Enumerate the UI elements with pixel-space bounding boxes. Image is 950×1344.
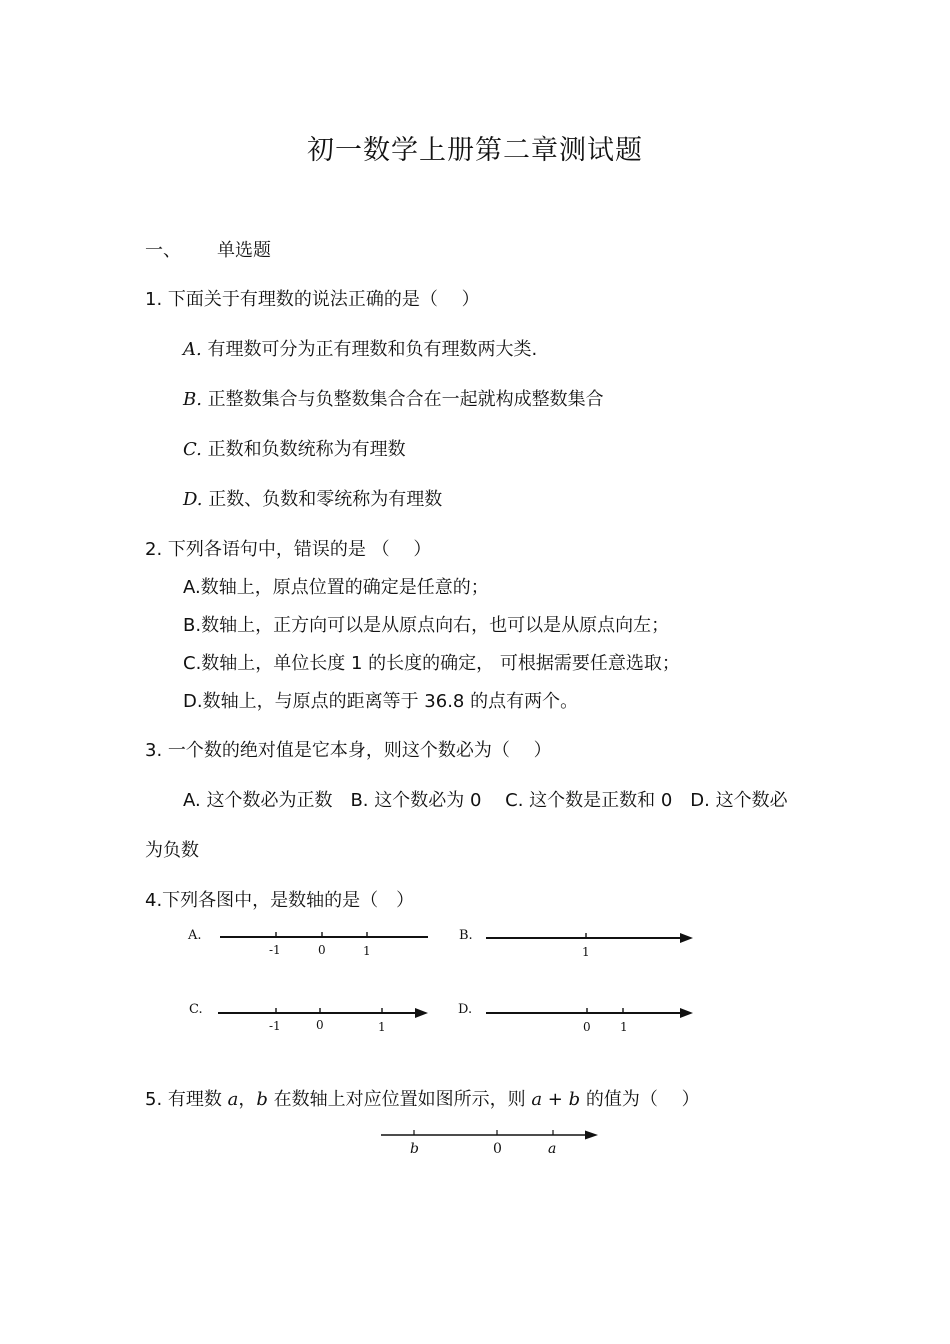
option-text: 正整数集合与负整数集合合在一起就构成整数集合 (201, 389, 604, 410)
figure-a-label: A. (188, 928, 202, 943)
q3-stem: 3. 一个数的绝对值是它本身，则这个数必为（ ） (145, 740, 552, 761)
arrow-head (680, 1008, 693, 1018)
page-title: 初一数学上册第二章测试题 (307, 135, 643, 166)
q2-option-d: D.数轴上，与原点的距离等于 36.8 的点有两个。 (183, 691, 579, 712)
q5-text: ， (238, 1089, 257, 1110)
q2-option-a: A.数轴上，原点位置的确定是任意的； (183, 577, 489, 598)
q1-option-c (183, 438, 406, 462)
tick-label: -1 (269, 943, 281, 957)
tick-label: 0 (318, 943, 326, 957)
figure-b (459, 928, 693, 959)
var-b: b (256, 1089, 268, 1110)
figure-d-label: D. (458, 1002, 473, 1017)
figure-b-label: B. (459, 928, 473, 943)
label-0: 0 (493, 1141, 502, 1157)
q4-number-line-figures (180, 920, 710, 1045)
q5-text: 5. 有理数 (145, 1089, 228, 1110)
figure-d (458, 1002, 693, 1034)
tick-label: 0 (583, 1020, 591, 1034)
q1-option-a (183, 338, 537, 362)
q1-option-d (183, 488, 442, 512)
q2-option-b: B.数轴上，正方向可以是从原点向右，也可以是从原点向左； (183, 615, 670, 636)
arrow-head (585, 1131, 598, 1140)
option-letter: C. (183, 439, 202, 460)
q5-number-line (375, 1122, 605, 1162)
option-text: 正数、负数和零统称为有理数 (202, 489, 443, 510)
var-a: a (531, 1089, 543, 1110)
plus-sign: + (542, 1089, 569, 1110)
figure-c-label: C. (189, 1002, 203, 1017)
tick-label: 1 (363, 944, 371, 958)
q2-stem: 2. 下列各语句中，错误的是 （ ） (145, 539, 432, 560)
q1-option-b (183, 388, 604, 412)
tick-label: 0 (316, 1018, 324, 1032)
option-text: 有理数可分为正有理数和负有理数两大类. (201, 339, 538, 360)
tick-label: 1 (582, 945, 590, 959)
q5-text: 的值为（ ） (580, 1089, 700, 1110)
option-letter: A. (183, 339, 202, 360)
q5-text: 在数轴上对应位置如图所示，则 (267, 1089, 532, 1110)
section-heading (145, 239, 271, 263)
section-name: 单选题 (217, 240, 271, 261)
q3-options-line1: A. 这个数必为正数 B. 这个数必为 0 C. 这个数是正数和 0 D. 这个数必 (183, 790, 788, 811)
arrow-head (415, 1008, 428, 1018)
option-letter: D. (183, 489, 203, 510)
q4-stem: 4.下列各图中，是数轴的是（ ） (145, 890, 415, 911)
tick-label: 1 (620, 1020, 628, 1034)
label-b: b (410, 1141, 419, 1157)
figure-c (189, 1002, 428, 1034)
q3-options-line2: 为负数 (145, 840, 199, 861)
var-a: a (227, 1089, 239, 1110)
arrow-head (680, 933, 693, 943)
option-letter: B. (183, 389, 202, 410)
tick-label: -1 (269, 1019, 281, 1033)
section-number: 一、 (145, 240, 181, 261)
label-a: a (548, 1141, 557, 1157)
q1-stem: 1. 下面关于有理数的说法正确的是（ ） (145, 289, 480, 310)
q5-stem (145, 1088, 700, 1112)
var-b: b (568, 1089, 581, 1110)
q2-option-c: C.数轴上，单位长度 1 的长度的确定， 可根据需要任意选取； (183, 653, 680, 674)
figure-a (187, 928, 428, 958)
tick-label: 1 (378, 1020, 386, 1034)
option-text: 正数和负数统称为有理数 (201, 439, 406, 460)
